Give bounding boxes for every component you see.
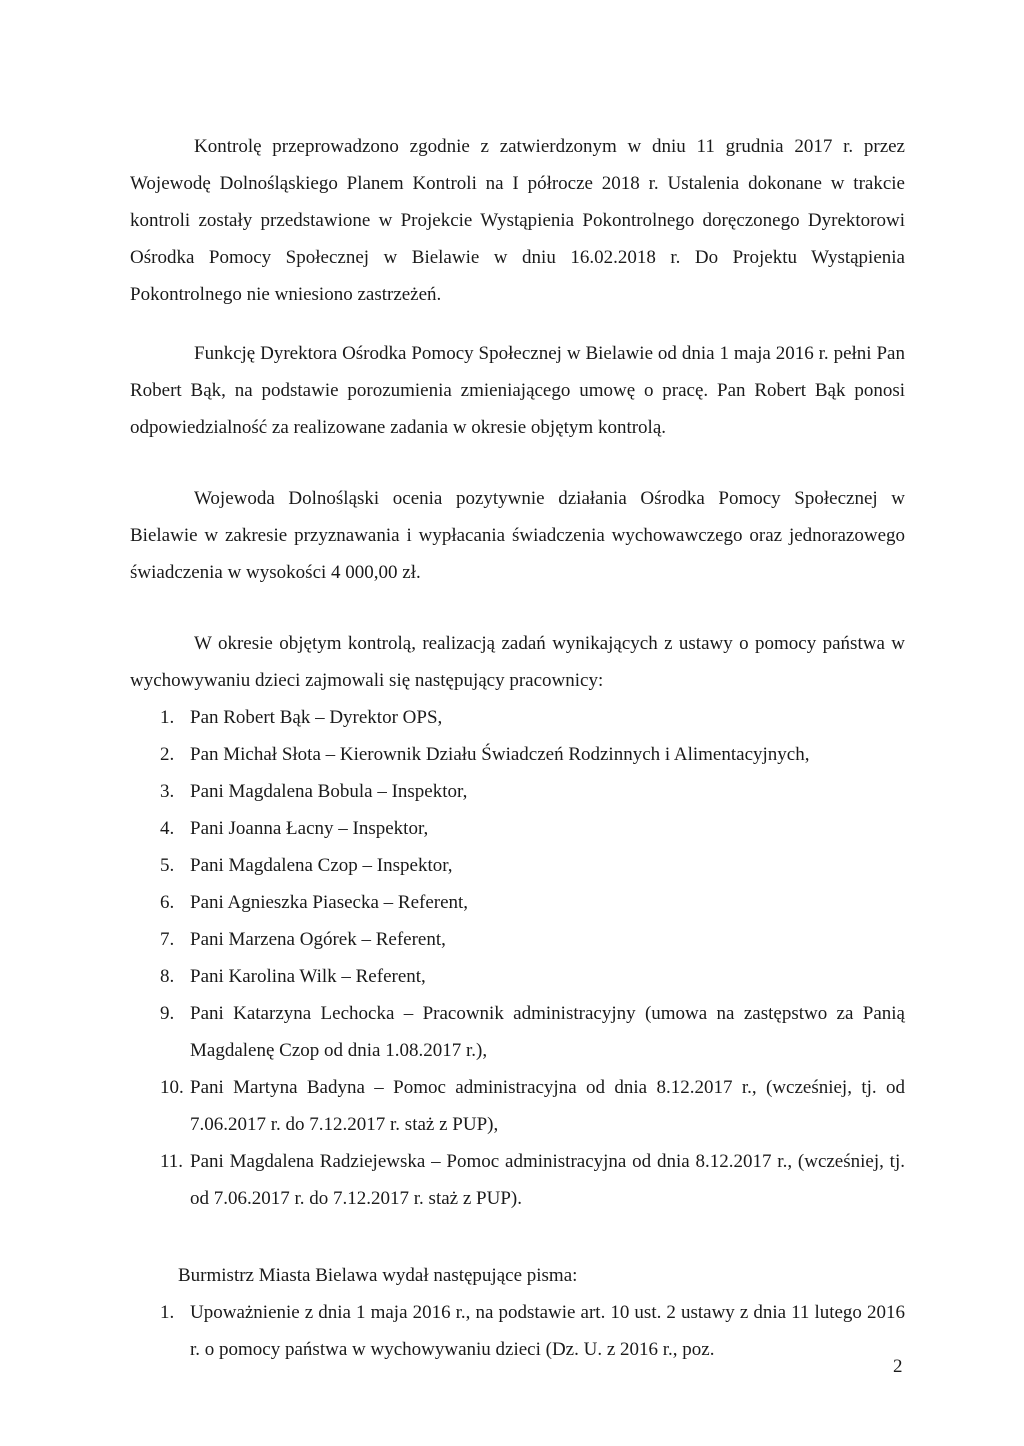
letters-heading: Burmistrz Miasta Bielawa wydał następujące pisma: [178,1265,578,1286]
list-item: 6. Pani Agnieszka Piasecka – Referent, [160,892,469,913]
list-item: 1. Upoważnienie z dnia 1 maja 2016 r., na podstawie art. 10 ust. 2 ustawy z dnia 11 lutego 2016 r. o pomocy państwa w wychowywaniu dzieci (Dz. U. z 2016 r., poz. [160,1302,905,1360]
document-page [130,128,905,1368]
list-item: 5. Pani Magdalena Czop – Inspektor, [160,855,453,876]
list-item: 2. Pan Michał Słota – Kierownik Działu Świadczeń Rodzinnych i Alimentacyjnych, [160,744,810,765]
paragraph-assessment: Wojewoda Dolnośląski ocenia pozytywnie działania Ośrodka Pomocy Społecznej w Bielawie w zakresie przyznawania i wypłacania świadczenia wychowawczego oraz jednorazowego świadczenia w wysokości 4 000,00 zł. [130,488,905,583]
list-item: 10. Pani Martyna Badyna – Pomoc administracyjna od dnia 8.12.2017 r., (wcześniej, tj. od 7.06.2017 r. do 7.12.2017 r. staż z PUP), [160,1077,905,1135]
employees-list [130,699,905,1217]
list-item: 9. Pani Katarzyna Lechocka – Pracownik administracyjny (umowa na zastępstwo za Panią Magdalenę Czop od dnia 1.08.2017 r.), [160,1003,905,1061]
paragraph-control-info: Kontrolę przeprowadzono zgodnie z zatwierdzonym w dniu 11 grudnia 2017 r. przez Wojewodę Dolnośląskiego Planem Kontroli na I półrocze 2018 r. Ustalenia dokonane w trakcie kontroli zostały przedstawione w Projekcie Wystąpienia Pokontrolnego doręczonego Dyrektorowi Ośrodka Pomocy Społecznej w Bielawie w dniu 16.02.2018 r. Do Projektu Wystąpienia Pokontrolnego nie wniesiono zastrzeżeń. [130,136,905,305]
letters-list [130,1294,905,1368]
list-item: 3. Pani Magdalena Bobula – Inspektor, [160,781,468,802]
list-item: 7. Pani Marzena Ogórek – Referent, [160,929,446,950]
list-item: 1. Pan Robert Bąk – Dyrektor OPS, [160,707,443,728]
list-item: 11. Pani Magdalena Radziejewska – Pomoc administracyjna od dnia 8.12.2017 r., (wcześniej, tj. od 7.06.2017 r. do 7.12.2017 r. staż z PUP). [160,1151,905,1209]
paragraph-director-info: Funkcję Dyrektora Ośrodka Pomocy Społecznej w Bielawie od dnia 1 maja 2016 r. pełni Pan Robert Bąk, na podstawie porozumienia zmieniającego umowę o pracę. Pan Robert Bąk ponosi odpowiedzialność za realizowane zadania w okresie objętym kontrolą. [130,343,905,438]
list-item: 8. Pani Karolina Wilk – Referent, [160,966,426,987]
paragraph-employees-intro: W okresie objętym kontrolą, realizacją zadań wynikających z ustawy o pomocy państwa w wychowywaniu dzieci zajmowali się następujący pracownicy: [130,633,905,691]
page-number: 2 [893,1356,903,1377]
list-item: 4. Pani Joanna Łacny – Inspektor, [160,818,429,839]
